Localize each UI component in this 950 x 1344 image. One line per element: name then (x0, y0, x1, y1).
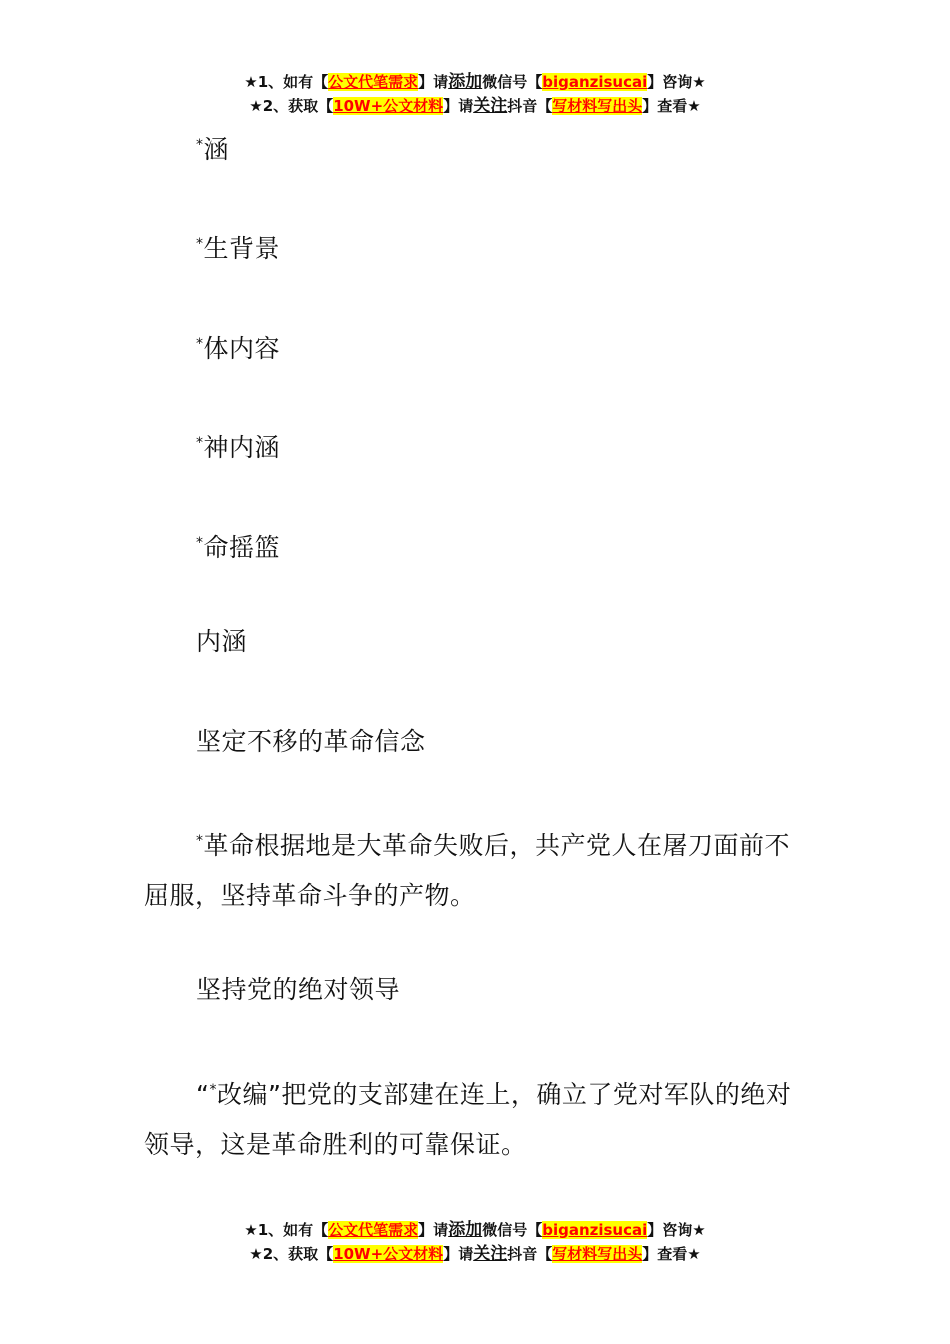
banner-emphasis: 关注 (473, 1244, 508, 1264)
banner-text: 】请 (443, 1245, 474, 1263)
section-heading (144, 965, 809, 1015)
paragraph (144, 120, 809, 175)
asterisk: * (196, 137, 204, 153)
banner-highlight-douyin: 写材料写出头 (552, 97, 643, 115)
heading-text: 坚持党的绝对领导 (196, 975, 401, 1004)
header-banner (0, 70, 950, 118)
banner-text: 】查看★ (642, 1245, 701, 1263)
asterisk: * (196, 833, 204, 849)
banner-text: 】请 (443, 97, 474, 115)
banner-text: 】请 (418, 1221, 449, 1239)
banner-highlight-douyin: 写材料写出头 (552, 1245, 643, 1263)
banner-text: ★2、获取【 (249, 97, 334, 115)
banner-text: 】请 (418, 73, 449, 91)
banner-text: ★1、如有【 (244, 1221, 329, 1239)
paragraph (144, 1065, 809, 1170)
banner-highlight-wechat: biganzisucai (542, 1221, 648, 1239)
paragraph-text: 体内容 (203, 334, 281, 363)
banner-text: 微信号【 (482, 73, 543, 91)
quote-mark: “ (196, 1080, 210, 1109)
heading-text: 坚定不移的革命信念 (196, 727, 426, 756)
section-heading (144, 717, 809, 767)
section-heading (144, 617, 809, 667)
heading-text: 内涵 (196, 627, 248, 656)
banner-text: 】查看★ (642, 97, 701, 115)
asterisk: * (196, 236, 204, 252)
paragraph (144, 816, 809, 921)
paragraph (144, 319, 809, 374)
footer-banner (0, 1218, 950, 1266)
paragraph (144, 418, 809, 473)
paragraph-text: 神内涵 (203, 433, 281, 462)
banner-highlight-service: 公文代笔需求 (328, 1221, 419, 1239)
paragraph-text: 涵 (203, 135, 230, 164)
paragraph-text: 生背景 (203, 234, 281, 263)
banner-highlight-wechat: biganzisucai (542, 73, 648, 91)
banner-emphasis: 添加 (448, 72, 483, 92)
banner-emphasis: 添加 (448, 1220, 483, 1240)
banner-line-1 (0, 1218, 950, 1242)
asterisk: * (209, 1082, 217, 1098)
asterisk: * (196, 435, 204, 451)
banner-highlight-materials: 10W+公文材料 (333, 1245, 444, 1263)
paragraph (144, 518, 809, 573)
banner-line-2 (0, 1242, 950, 1266)
banner-text: 微信号【 (482, 1221, 543, 1239)
asterisk: * (196, 535, 204, 551)
banner-text: 抖音【 (507, 1245, 553, 1263)
paragraph-text: 革命根据地是大革命失败后，共产党人在屠刀面前不屈服，坚持革命斗争的产物。 (144, 831, 791, 910)
banner-emphasis: 关注 (473, 96, 508, 116)
paragraph-text: 改编”把党的支部建在连上，确立了党对军队的绝对领导，这是革命胜利的可靠保证。 (144, 1080, 792, 1159)
banner-text: 】咨询★ (647, 73, 706, 91)
paragraph-text: 命摇篮 (203, 533, 281, 562)
banner-text: ★1、如有【 (244, 73, 329, 91)
paragraph (144, 219, 809, 274)
banner-text: 】咨询★ (647, 1221, 706, 1239)
asterisk: * (196, 336, 204, 352)
banner-line-2 (0, 94, 950, 118)
banner-text: ★2、获取【 (249, 1245, 334, 1263)
banner-highlight-materials: 10W+公文材料 (333, 97, 444, 115)
banner-text: 抖音【 (507, 97, 553, 115)
banner-highlight-service: 公文代笔需求 (328, 73, 419, 91)
banner-line-1 (0, 70, 950, 94)
